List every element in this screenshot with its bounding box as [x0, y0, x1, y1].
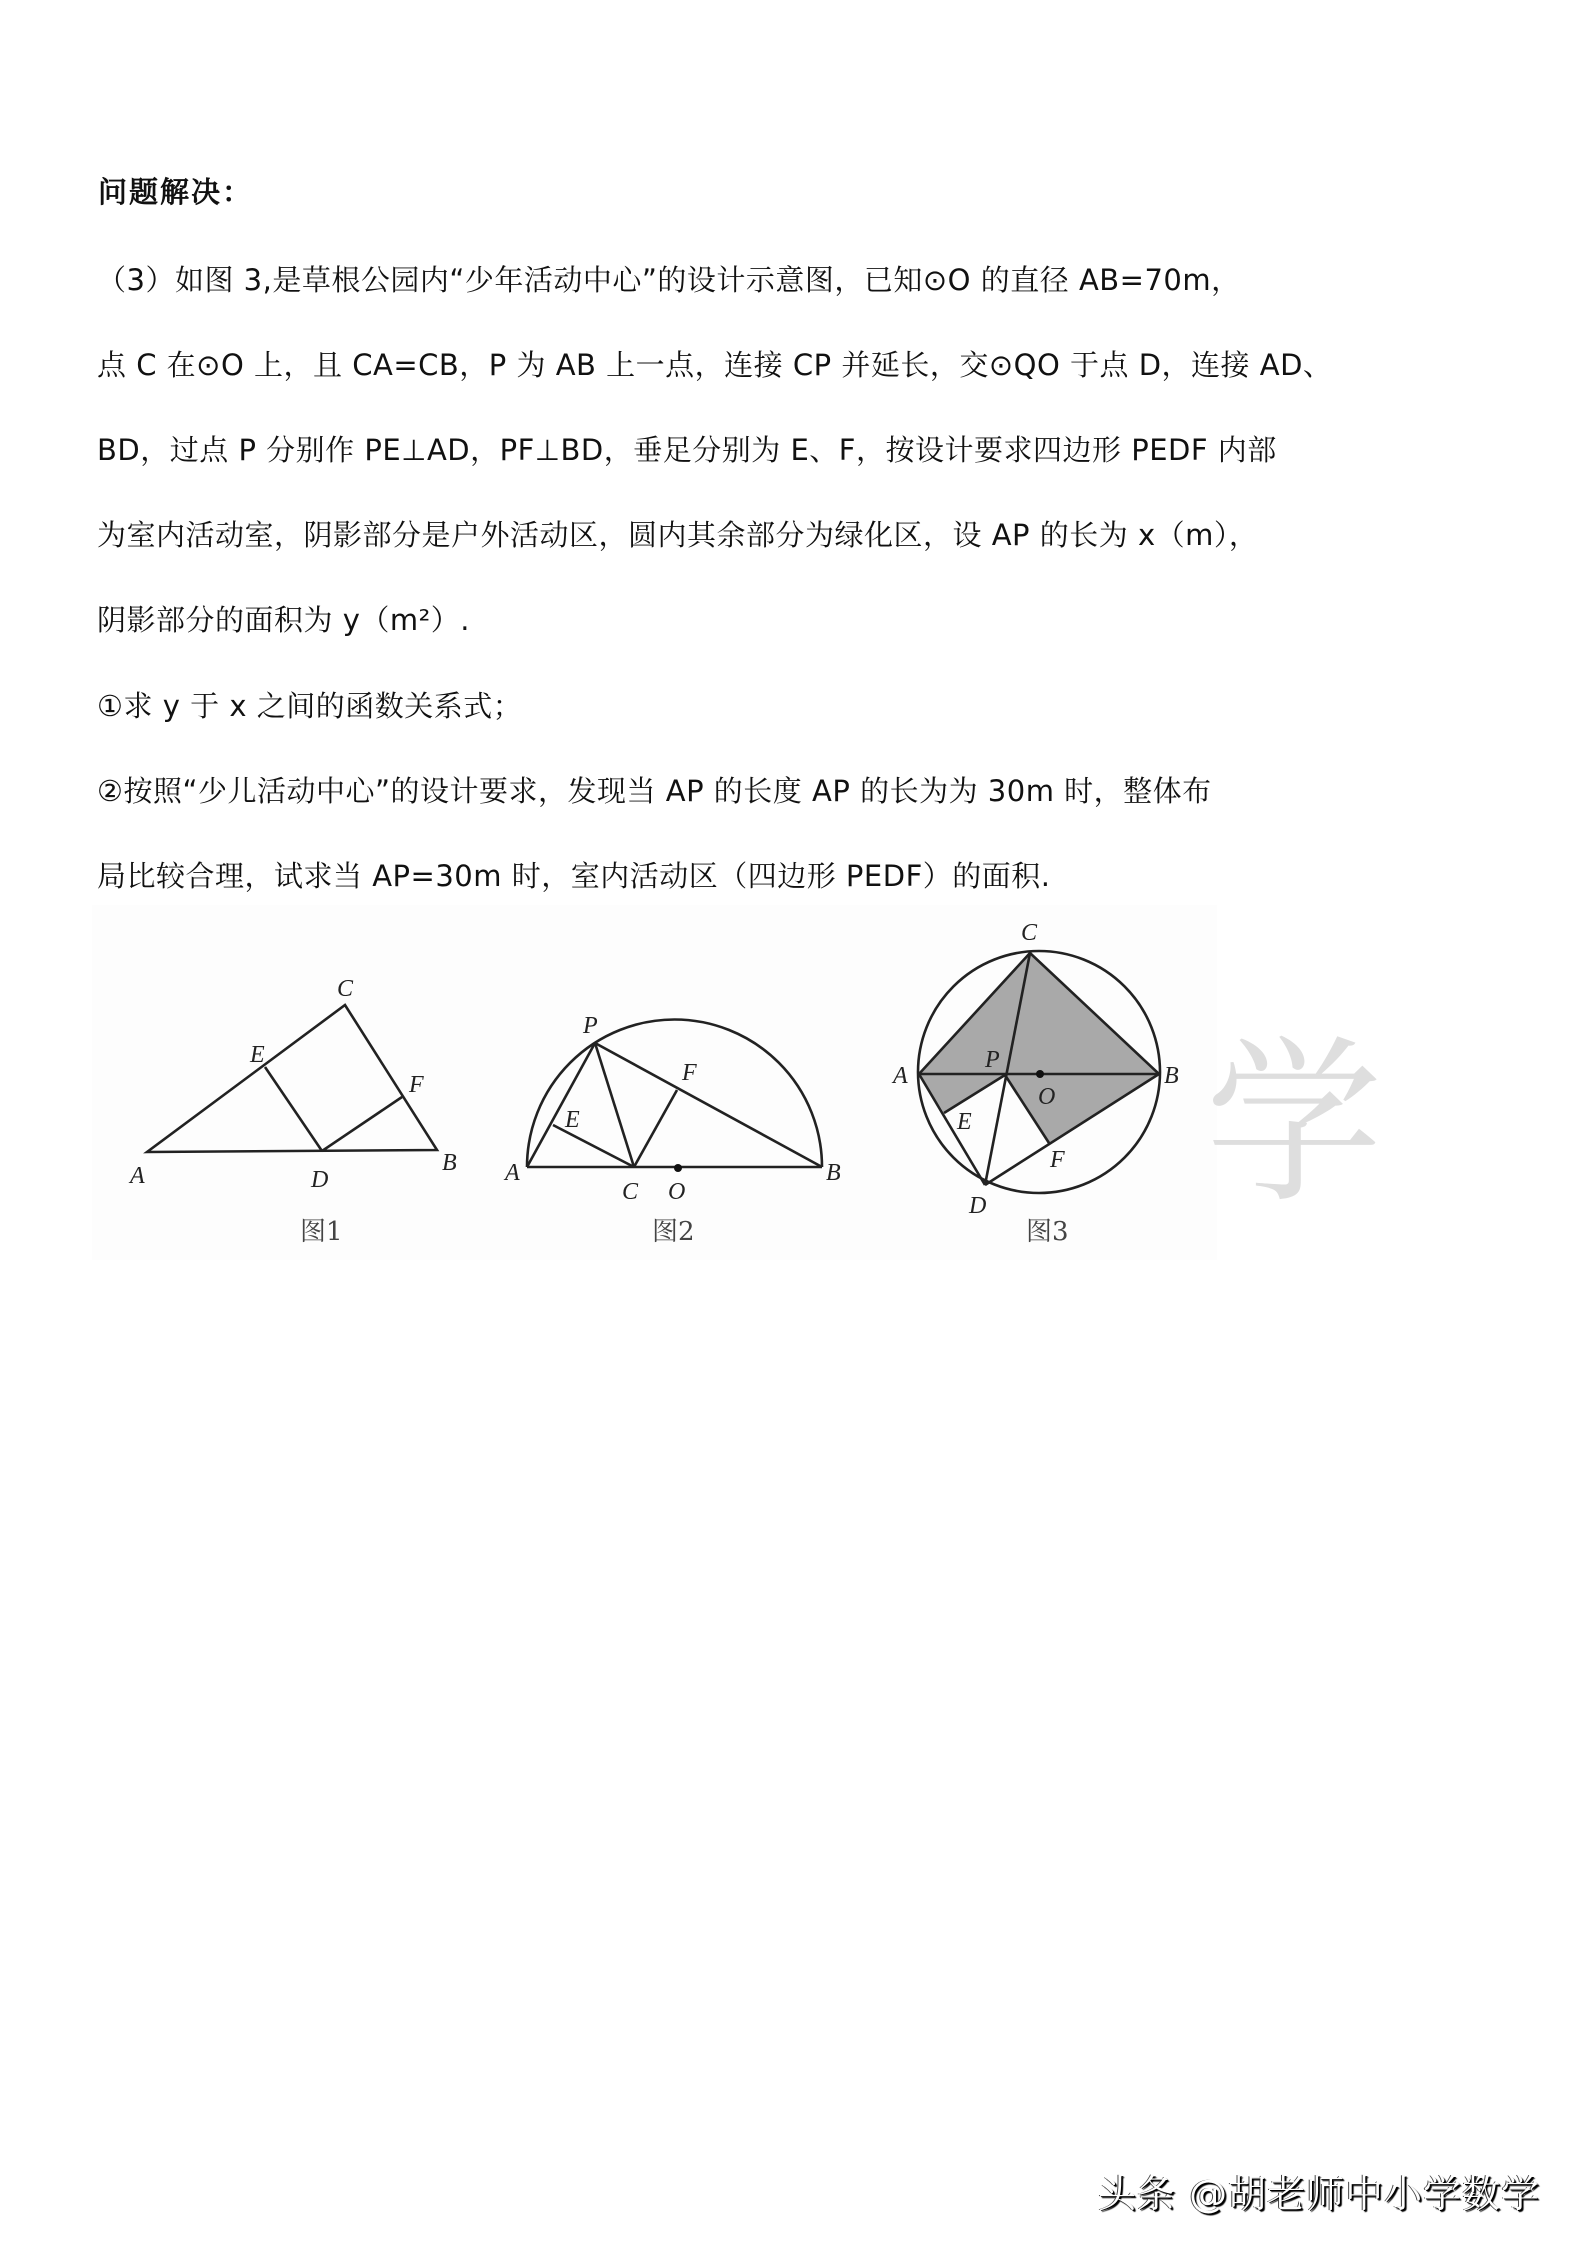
fig2-label-b: B [826, 1160, 841, 1186]
problem-line: 为室内活动室，阴影部分是户外活动区，圆内其余部分为绿化区，设 AP 的长为 x（m）， [97, 518, 1259, 552]
fig1-label-d: D [311, 1167, 329, 1193]
figure-2-diagram [527, 1020, 822, 1168]
section-heading: 问题解决： [98, 175, 254, 209]
footer-watermark: 头条 @胡老师中小学数学 [1098, 2172, 1541, 2216]
question-2 [97, 749, 1497, 919]
fig2-label-e: E [565, 1107, 580, 1133]
figure-1-diagram [147, 1005, 437, 1152]
problem-line: 点 C 在⊙O 上，且 CA=CB，P 为 AB 上一点，连接 CP 并延长，交⊙QO 于点 D，连接 AD、 [97, 348, 1333, 382]
fig3-label-e: E [957, 1109, 972, 1135]
fig3-label-o: O [1038, 1084, 1056, 1110]
watermark-char: 学 [1205, 1020, 1383, 1227]
question-2-line: ②按照“少儿活动中心”的设计要求，发现当 AP 的长度 AP 的长为为 30m 时，整体布 [97, 774, 1212, 808]
problem-line: 阴影部分的面积为 y（m²）. [97, 603, 470, 637]
figure-2-caption: 图2 [652, 1217, 695, 1247]
fig3-label-d: D [969, 1193, 987, 1219]
fig2-label-c: C [622, 1179, 639, 1205]
fig2-label-f: F [682, 1060, 697, 1086]
fig1-label-e: E [250, 1042, 265, 1068]
fig1-label-a: A [130, 1163, 145, 1189]
fig1-label-f: F [409, 1072, 424, 1098]
fig1-label-b: B [442, 1150, 457, 1176]
fig2-label-a: A [505, 1160, 520, 1186]
fig3-label-c: C [1021, 920, 1038, 946]
question-1 [97, 664, 1497, 749]
fig3-label-p: P [985, 1047, 1000, 1073]
fig3-label-b: B [1164, 1063, 1179, 1089]
geometry-figures [92, 905, 1217, 1260]
figures-strip [92, 905, 1217, 1260]
figure-3-caption: 图3 [1026, 1217, 1069, 1247]
problem-line: BD，过点 P 分别作 PE⊥AD，PF⊥BD，垂足分别为 E、F，按设计要求四边形 PEDF 内部 [97, 433, 1277, 467]
fig2-label-o: O [668, 1179, 686, 1205]
problem-statement [97, 238, 1497, 663]
question-1-text: ①求 y 于 x 之间的函数关系式； [97, 689, 523, 723]
problem-line: （3）如图 3,是草根公园内“少年活动中心”的设计示意图，已知⊙O 的直径 AB=70m， [97, 263, 1241, 297]
fig3-label-a: A [893, 1063, 908, 1089]
figure-1-caption: 图1 [300, 1217, 343, 1247]
fig3-label-f: F [1050, 1147, 1065, 1173]
question-2-line: 局比较合理，试求当 AP=30m 时，室内活动区（四边形 PEDF）的面积. [97, 859, 1051, 893]
fig2-label-p: P [583, 1013, 598, 1039]
fig1-label-c: C [337, 976, 354, 1002]
figure-3-diagram [918, 951, 1160, 1193]
